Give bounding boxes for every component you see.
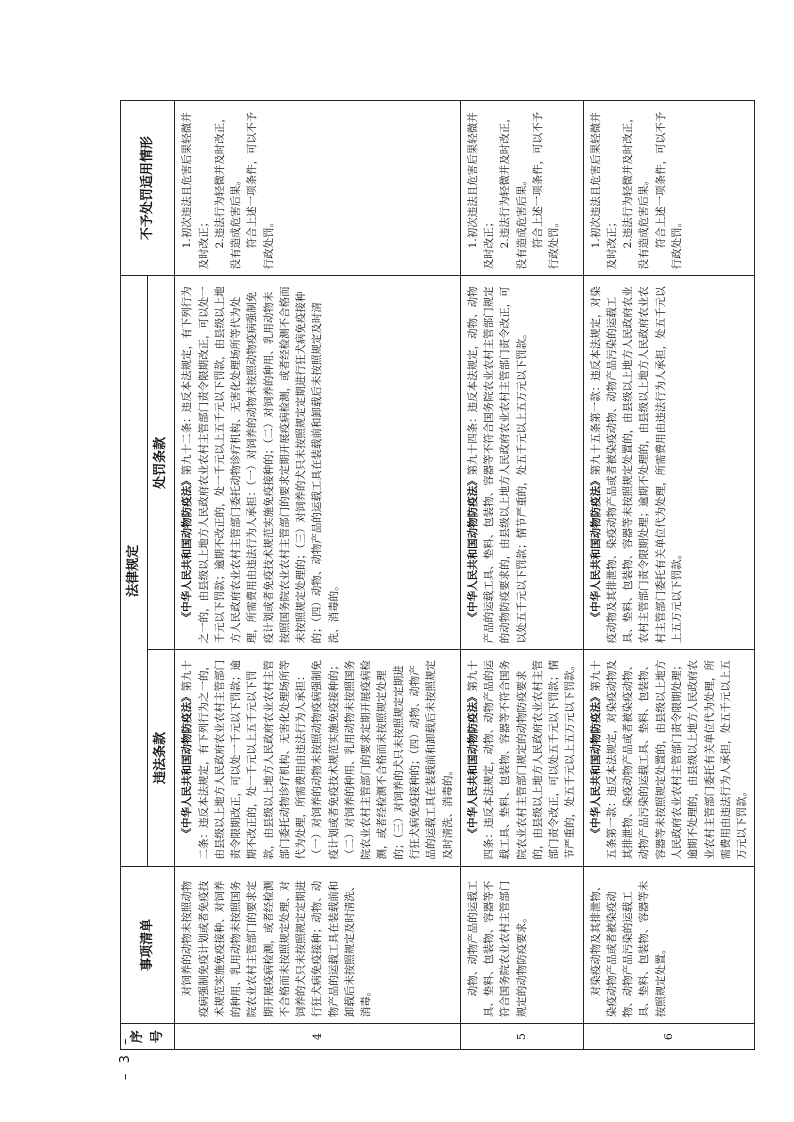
exempt-cond-2: 2.违法行为轻微并及时改正，没有造成危害后果。 [499, 112, 528, 270]
header-seq: 序号 [121, 1024, 175, 1050]
row-item [583, 866, 755, 1024]
law-title: 《中华人民共和国动物防疫法》 [181, 691, 194, 839]
exempt-cond-2: 2.违法行为轻微并及时改正，没有造成危害后果。 [622, 112, 651, 270]
law-text: 第九十二条：违反本法规定，有下列行为之一的，由县级以上地方人民政府农业农村主管部门责令限期改正，可以处一千元以下罚款；逾期不改正的，处一千元以上五千元以下罚款，由县级以上地方人民政府农业农村主管部门委托动物诊疗机构、无害化处理场所等代为处理，所需费用由违法行为人承担：（一）对饲养的动物未按照动物疫病强制免疫计划或者免疫技术规范实施免疫接种的；（二）对饲养的种用、乳用动物未按照国务院农业农村主管部门的要求定期开展疫病检测，或者经检测不合格而未按照规定处理的；（三）对饲养的犬只未按照规定定期进行狂犬病免疫接种的；（四）动物、动物产品的运载工具在装载前和卸载后未按照规定及时清洗、消毒的。 [181, 660, 454, 860]
row-law [175, 650, 461, 866]
exempt-cond-2: 2.违法行为轻微并及时改正，没有造成危害后果。 [213, 112, 243, 270]
row-penalty [583, 276, 755, 650]
row-item [175, 866, 461, 1024]
law-text: 第九十四条：违反本法规定，动物、动物产品的运载工具、垫料、包装物、容器等不符合国务院农业农村主管部门规定的动物防疫要求的，由县级以上地方人民政府农业农村主管部门责令改正，可以处五千元以下罚款；情节严重的，处五千元以上五万元以下罚款。 [466, 660, 577, 860]
penalty-title: 《中华人民共和国动物防疫法》 [589, 475, 602, 623]
table-row [460, 101, 583, 1050]
row-item-text: 对饲养的动物未按照动物疫病强制免疫计划或者免疫技术规范实施免疫接种、对饲养的种用、乳用动物未按照国务院农业农村主管部门的要求定期开展疫病检测，或者经检测不合格而未按照规定处理、对饲养的犬只未按照规定定期进行狂犬病免疫接种；动物、动物产品的运载工具在装载前和卸载后未按照规定及时清洗、消毒。 [181, 880, 373, 1018]
row-seq: 5 [460, 1024, 583, 1050]
rotated-table-wrapper [120, 100, 749, 1050]
row-law [460, 650, 583, 866]
page-number: – 3 – [118, 1035, 133, 1080]
row-exempt [460, 101, 583, 276]
header-item: 事项清单 [121, 866, 175, 1024]
exempt-cond-1: 1.初次违法且危害后果轻微并及时改正； [466, 112, 496, 270]
penalty-title: 《中华人民共和国动物防疫法》 [466, 475, 479, 623]
header-legal: 法律规定 [121, 276, 148, 866]
law-title: 《中华人民共和国动物防疫法》 [466, 691, 479, 839]
law-text: 第九十五条第一款：违反本法规定，对染疫动物及其排泄物、染疫动物产品或者被染疫动物、动物产品污染的运载工具、垫料、包装物、容器等未按照规定处置的，由县级以上地方人民政府农业农村主管部门责令限期处理；逾期不处理的，由县级以上地方人民政府农业农村主管部门委托有关单位代为处理，所需费用由违法行为人承担，处五千元以上五万元以下罚款。 [589, 660, 749, 860]
row-exempt [583, 101, 755, 276]
header-row [121, 101, 148, 1050]
penalty-text: 第九十四条：违反本法规定，动物、动物产品的运载工具、垫料、包装物、容器等不符合国务院农业农村主管部门规定的动物防疫要求的，由县级以上地方人民政府农业农村主管部门责令改正，可以处五千元以下罚款；情节严重的，处五千元以上五万元以下罚款。 [466, 286, 528, 644]
law-title: 《中华人民共和国动物防疫法》 [589, 691, 602, 839]
table-row [175, 101, 461, 1050]
header-penalty-clause: 处罚条款 [148, 276, 175, 650]
exempt-note: 符合上述一项条件，可以不予行政处罚。 [246, 111, 275, 270]
penalty-text: 第九十二条：违反本法规定，有下列行为之一的，由县级以上地方人民政府农业农村主管部门责令限期改正，可以处一千元以下罚款；逾期不改正的，处一千元以上五千元以下罚款，由县级以上地方人民政府农业农村主管部门委托动物诊疗机构、无害化处理场所等代为处理，所需费用由违法行为人承担：（一）对饲养的动物未按照动物疫病强制免疫计划或者免疫技术规范实施免疫接种的；（二）对饲养的种用、乳用动物未按照国务院农业农村主管部门的要求定期开展疫病检测，或者经检测不合格而未按照规定处理的；（三）对饲养的犬只未按照规定定期进行狂犬病免疫接种的；（四）动物、动物产品的运载工具在装载前和卸载后未按照规定及时清洗、消毒的。 [181, 286, 340, 644]
penalty-table [120, 100, 755, 1050]
row-penalty [460, 276, 583, 650]
penalty-title: 《中华人民共和国动物防疫法》 [181, 475, 194, 623]
row-item-text: 对染疫动物及其排泄物、染疫动物产品或者被染疫动物、动物产品污染的运载工具、垫料、包装物、容器等未按照规定处置。 [589, 880, 667, 1018]
header-exempt: 不予处罚适用情形 [121, 101, 175, 276]
row-item [460, 866, 583, 1024]
exempt-note: 符合上述一项条件，可以不予行政处罚。 [654, 111, 683, 270]
exempt-cond-1: 1.初次违法且危害后果轻微并及时改正； [181, 112, 210, 270]
exempt-cond-1: 1.初次违法且危害后果轻微并及时改正； [589, 112, 618, 270]
table-row [583, 101, 755, 1050]
row-law [583, 650, 755, 866]
row-seq: 4 [175, 1024, 461, 1050]
row-exempt [175, 101, 461, 276]
row-item-text: 动物、动物产品的运载工具、垫料、包装物、容器等不符合国务院农业农村主管部门规定的动物防疫要求。 [466, 880, 528, 1018]
header-law-clause: 违法条款 [148, 650, 175, 866]
exempt-note: 符合上述一项条件，可以不予行政处罚。 [531, 111, 561, 270]
penalty-text: 第九十五条第一款：违反本法规定，对染疫动物及其排泄物、染疫动物产品或者被染疫动物、动物产品污染的运载工具、垫料、包装物、容器等未按照规定处置的，由县级以上地方人民政府农业农村主管部门责令限期处理；逾期不处理的，由县级以上地方人民政府农业农村主管部门委托有关单位代为处理，所需费用由违法行为人承担，处五千元以上五万元以下罚款。 [589, 286, 683, 644]
row-seq: 6 [583, 1024, 755, 1050]
row-penalty [175, 276, 461, 650]
